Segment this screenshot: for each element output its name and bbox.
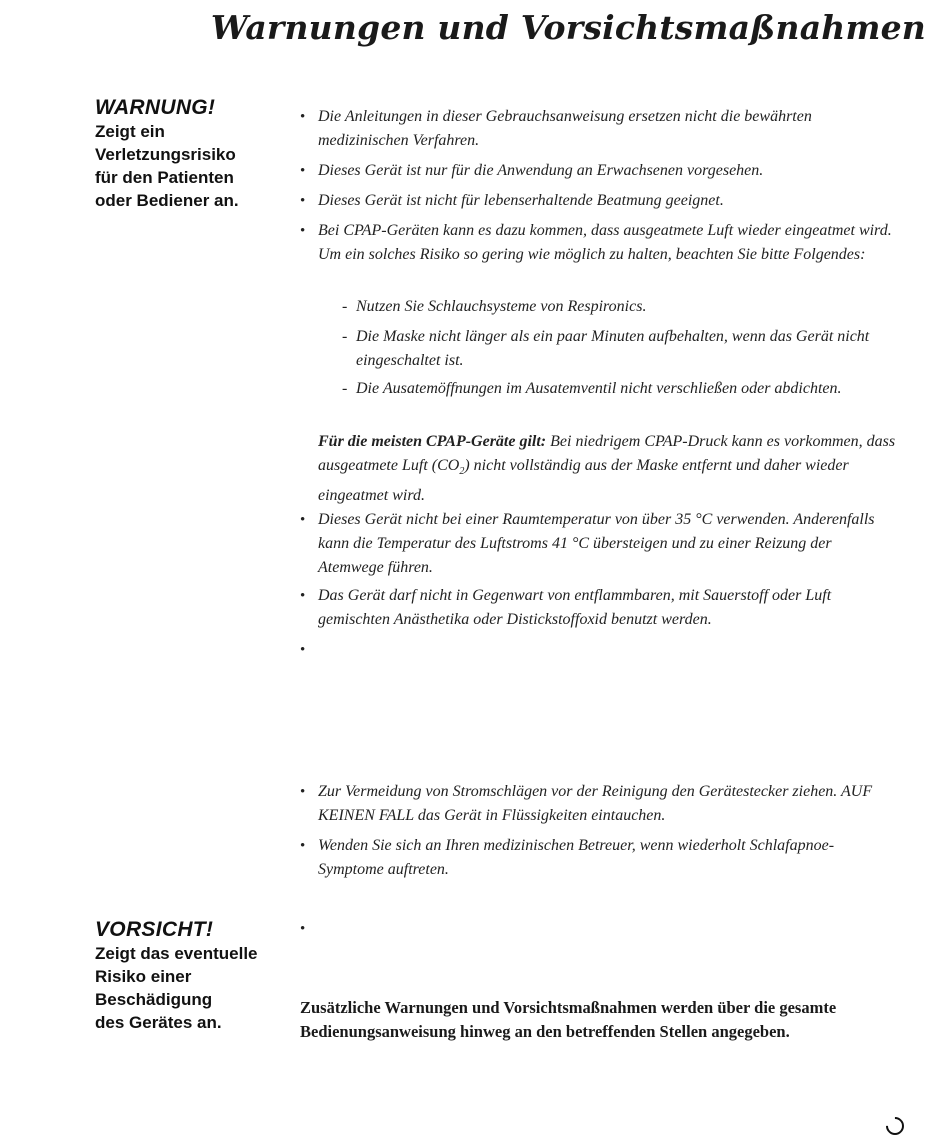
- warning-item-text: Die Anleitungen in dieser Gebrauchsanweisung ersetzen nicht die bewährten medizinischen Verfahren.: [318, 108, 812, 149]
- warning-item-text: Dieses Gerät nicht bei einer Raumtemperatur von über 35 °C verwenden. Anderenfalls kann die Temperatur des Luftstroms 41 °C übersteigen und zu einer Reizung der Atemwege führen.: [318, 511, 875, 576]
- caution-description-line: Risiko einer: [95, 967, 192, 986]
- dash-marker: -: [342, 380, 348, 397]
- sub-item-text: Die Ausatemöffnungen im Ausatemventil nicht verschließen oder abdichten.: [356, 380, 842, 397]
- bullet-marker: •: [300, 642, 306, 658]
- page-title: Warnungen und Vorsichtsmaßnahmen: [210, 8, 926, 47]
- cpap-note-text: ) nicht vollständig aus der Maske entfernt und daher wieder eingeatmet wird.: [318, 457, 849, 505]
- warning-item-text: Bei CPAP-Geräten kann es dazu kommen, dass ausgeatmete Luft wieder eingeatmet wird. Um ein solches Risiko so gering wie möglich zu halten, beachten Sie bitte Folgendes:: [318, 222, 892, 263]
- warning-item-text: Das Gerät darf nicht in Gegenwart von entflammbaren, mit Sauerstoff oder Luft gemischten Anästhetika oder Distickstoffoxid benutzt werden.: [318, 587, 832, 628]
- bullet-marker: •: [300, 193, 306, 209]
- warning-item-text: Dieses Gerät ist nicht für lebenserhaltende Beatmung geeignet.: [318, 192, 724, 209]
- caution-description: [95, 942, 285, 1034]
- caution-description-line: Zeigt das eventuelle: [95, 944, 258, 963]
- caution-description-line: des Gerätes an.: [95, 1013, 222, 1032]
- bullet-marker: •: [300, 109, 306, 125]
- cpap-note-text: Bei niedrigem CPAP-Druck kann es vorkommen, dass ausgeatmete Luft (CO: [318, 433, 896, 474]
- warning-item-text: Zur Vermeidung von Stromschlägen vor der Reinigung den Gerätestecker ziehen. AUF KEINEN FALL das Gerät in Flüssigkeiten eintauchen.: [318, 783, 873, 824]
- sub-item-text: Die Maske nicht länger als ein paar Minuten aufbehalten, wenn das Gerät nicht eingeschaltet ist.: [356, 328, 870, 369]
- bullet-marker: •: [300, 588, 306, 604]
- bullet-marker: •: [300, 784, 306, 800]
- sub-item-text: Nutzen Sie Schlauchsysteme von Respironics.: [356, 298, 647, 315]
- cpap-note-label: Für die meisten CPAP-Geräte gilt:: [318, 433, 547, 450]
- bullet-marker: •: [300, 223, 306, 239]
- cpap-note-subscript: 2: [459, 466, 465, 478]
- warning-description: [95, 120, 285, 212]
- bullet-marker: •: [300, 163, 306, 179]
- caution-heading: VORSICHT!: [95, 918, 214, 941]
- warning-description-line: Verletzungsrisiko: [95, 145, 236, 164]
- warning-item-text: Dieses Gerät ist nur für die Anwendung an Erwachsenen vorgesehen.: [318, 162, 764, 179]
- bullet-marker: •: [300, 512, 306, 528]
- cpap-note: [318, 430, 908, 508]
- warning-item-text: Wenden Sie sich an Ihren medizinischen Betreuer, wenn wiederholt Schlafapnoe-Symptome auftreten.: [318, 837, 835, 878]
- warning-description-line: für den Patienten: [95, 168, 234, 187]
- bullet-marker: •: [300, 921, 306, 937]
- dash-marker: -: [342, 328, 348, 345]
- closing-note: Zusätzliche Warnungen und Vorsichtsmaßnahmen werden über die gesamte Bedienungsanweisung hinweg an den betreffenden Stellen angegeben.: [300, 998, 837, 1041]
- dash-marker: -: [342, 298, 348, 315]
- bullet-marker: •: [300, 838, 306, 854]
- warning-legend: [95, 96, 285, 212]
- caution-legend: [95, 918, 285, 1034]
- page-marker-icon: [882, 1113, 907, 1138]
- warning-description-line: oder Bediener an.: [95, 191, 239, 210]
- warning-description-line: Zeigt ein: [95, 122, 165, 141]
- warning-heading: WARNUNG!: [95, 96, 216, 119]
- caution-description-line: Beschädigung: [95, 990, 213, 1009]
